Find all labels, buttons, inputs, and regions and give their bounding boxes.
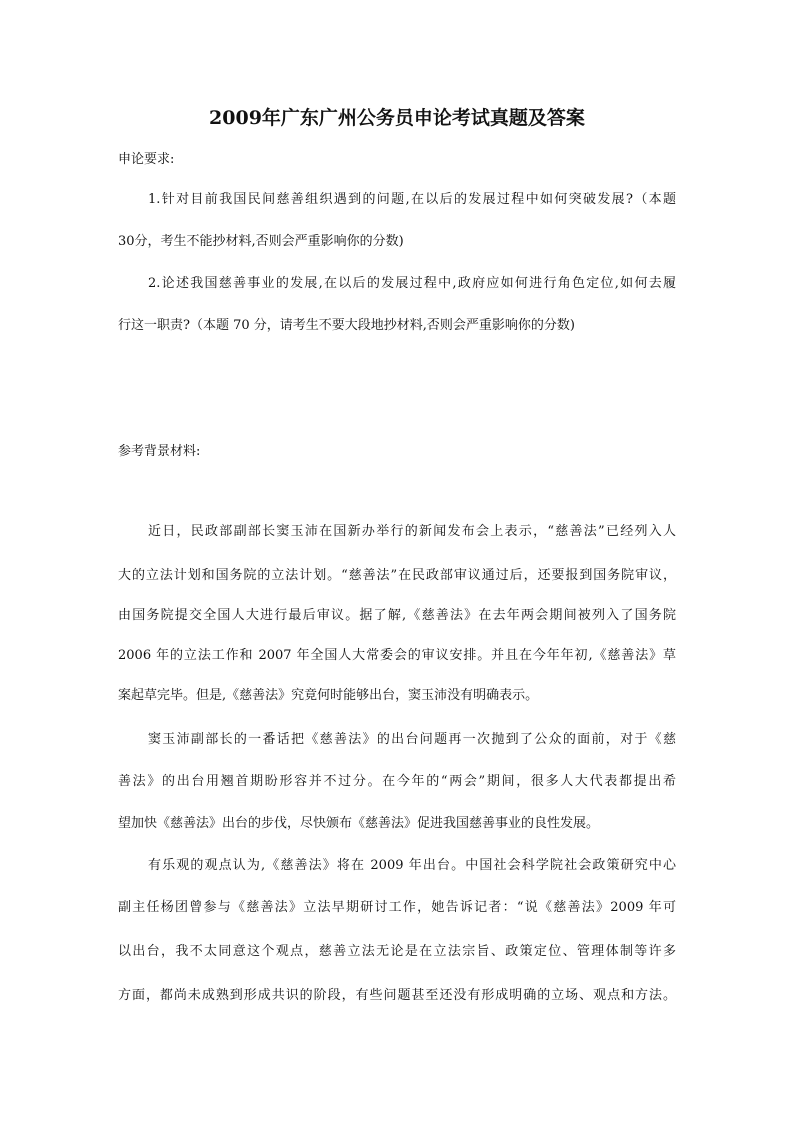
paragraph-2-line-2: 善法》的出台用翘首期盼形容并不过分。在今年的“两会”期间，很多人大代表都提出希 [118, 774, 676, 789]
paragraph-1-line-4: 2006 年的立法工作和 2007 年全国人大常委会的审议安排。并且在今年年初,《慈善法》草 [118, 648, 676, 663]
requirement-2-line-2: 行这一职责?（本题 70 分，请考生不要大段地抄材料,否则会严重影响你的分数) [118, 318, 575, 333]
paragraph-1-line-2: 大的立法计划和国务院的立法计划。“慈善法”在民政部审议通过后，还要报到国务院审议， [118, 568, 676, 583]
paragraph-1-line-3: 由国务院提交全国人大进行最后审议。据了解,《慈善法》在去年两会期间被列入了国务院 [118, 608, 676, 623]
paragraph-3-line-3: 以出台，我不太同意这个观点，慈善立法无论是在立法宗旨、政策定位、管理体制等许多 [118, 944, 676, 959]
paragraph-3-line-2: 副主任杨团曾参与《慈善法》立法早期研讨工作，她告诉记者：“说《慈善法》2009 年可 [118, 900, 676, 915]
document-title: 2009年广东广州公务员申论考试真题及答案 [209, 107, 585, 129]
paragraph-3-line-1: 有乐观的观点认为,《慈善法》将在 2009 年出台。中国社会科学院社会政策研究中心 [148, 858, 676, 873]
paragraph-1-line-5: 案起草完毕。但是,《慈善法》究竟何时能够出台，窦玉沛没有明确表示。 [118, 688, 539, 703]
requirement-2-line-1: 2.论述我国慈善事业的发展,在以后的发展过程中,政府应如何进行角色定位,如何去履 [148, 276, 676, 291]
requirements-heading: 申论要求: [118, 152, 175, 167]
requirement-1-line-1: 1.针对目前我国民间慈善组织遇到的问题,在以后的发展过程中如何突破发展?（本题 [148, 192, 676, 207]
paragraph-2-line-3: 望加快《慈善法》出台的步伐，尽快颁布《慈善法》促进我国慈善事业的良性发展。 [118, 816, 600, 831]
paragraph-2-line-1: 窦玉沛副部长的一番话把《慈善法》的出台问题再一次抛到了公众的面前，对于《慈 [148, 732, 676, 747]
paragraph-3-line-4: 方面，都尚未成熟到形成共识的阶段，有些问题甚至还没有形成明确的立场、观点和方法。 [118, 988, 676, 1003]
paragraph-1-line-1: 近日，民政部副部长窦玉沛在国新办举行的新闻发布会上表示，“慈善法”已经列入人 [148, 524, 676, 539]
requirement-1-line-2: 30分，考生不能抄材料,否则会严重影响你的分数) [118, 234, 404, 249]
background-heading: 参考背景材料: [118, 444, 201, 459]
